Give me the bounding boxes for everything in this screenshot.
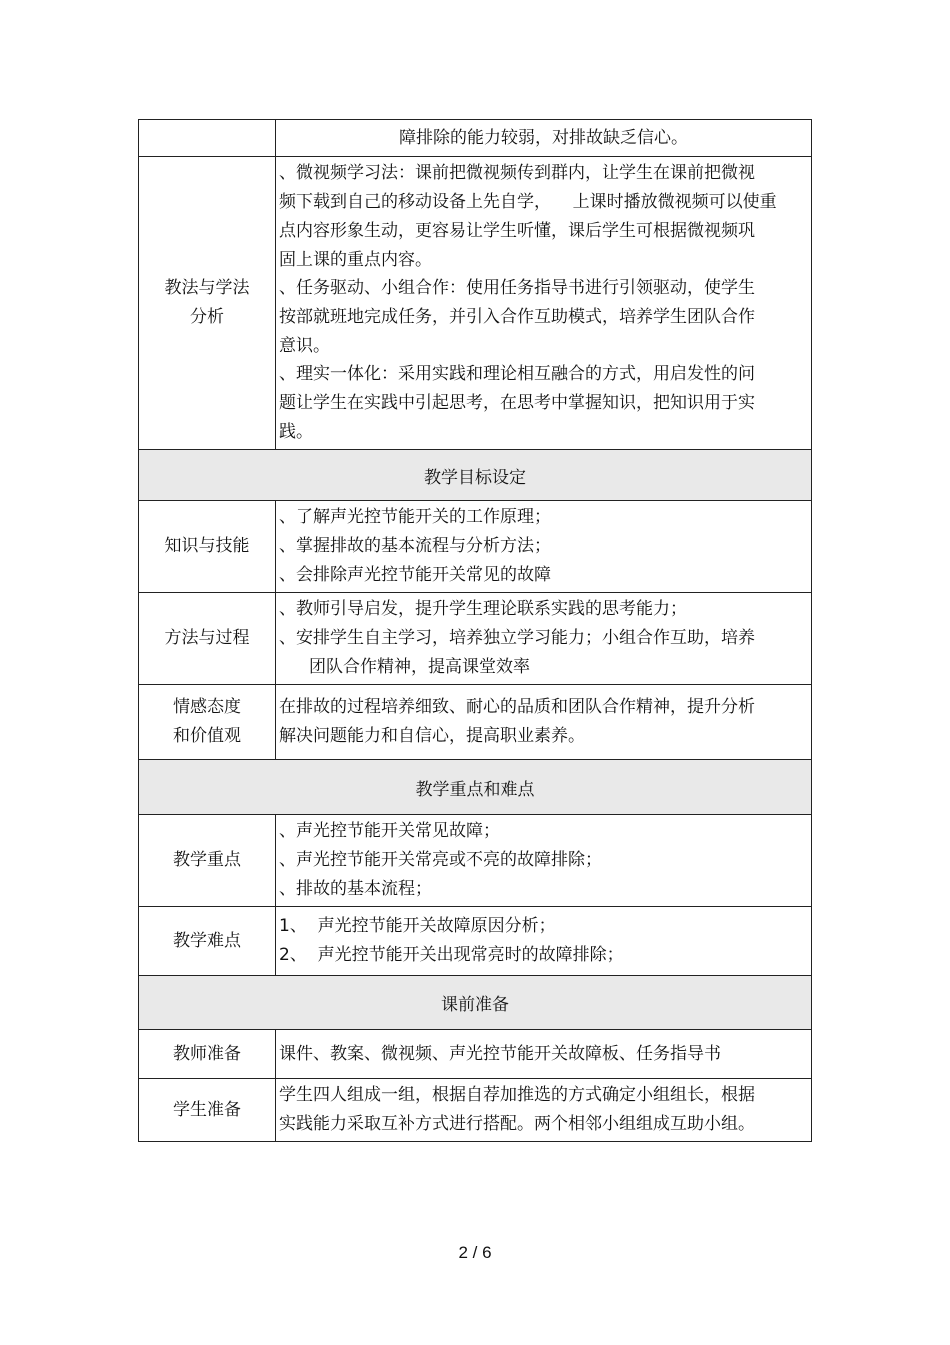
section-header: 课前准备 <box>139 976 812 1030</box>
row-label <box>139 157 276 450</box>
section-header: 教学重点和难点 <box>139 760 812 815</box>
text-line: 、安排学生自主学习，培养独立学习能力；小组合作互助，培养 <box>279 628 755 649</box>
text-line: 2、 声光控节能开关出现常亮时的故障排除； <box>279 945 624 965</box>
text-line: 实践能力采取互补方式进行搭配。两个相邻小组组成互助小组。 <box>279 1114 755 1134</box>
table-row <box>139 1030 812 1079</box>
row-content <box>276 157 812 450</box>
label-line: 和价值观 <box>173 726 241 746</box>
row-content <box>276 1079 812 1142</box>
label-line: 情感态度 <box>173 697 241 717</box>
page-number: 2 / 6 <box>458 1243 492 1262</box>
text-line: 障排除的能力较弱，对排故缺乏信心。 <box>399 127 688 148</box>
row-content <box>276 1030 812 1079</box>
text-line: 点内容形象生动，更容易让学生听懂，课后学生可根据微视频巩 <box>279 220 755 241</box>
row-label: 方法与过程 <box>139 593 276 685</box>
text-line: 在排故的过程培养细致、耐心的品质和团队合作精神，提升分析 <box>279 697 755 718</box>
table-row <box>139 593 812 685</box>
text-line: 按部就班地完成任务，并引入合作互助模式，培养学生团队合作 <box>279 307 755 327</box>
row-content <box>276 907 812 976</box>
text-line: 课件、教案、微视频、声光控节能开关故障板、任务指导书 <box>279 1043 721 1064</box>
row-content <box>276 501 812 593</box>
table-row <box>139 120 812 157</box>
row-content <box>276 685 812 760</box>
row-label <box>139 120 276 157</box>
section-header-row <box>139 450 812 501</box>
text-line: 、了解声光控节能开关的工作原理； <box>279 507 551 528</box>
section-header: 教学目标设定 <box>139 450 812 501</box>
text-line: 践。 <box>279 421 313 442</box>
text-line: 团队合作精神，提高课堂效率 <box>309 656 530 677</box>
text-line: 、微视频学习法：课前把微视频传到群内，让学生在课前把微视 <box>279 163 755 184</box>
row-content <box>276 815 812 907</box>
section-header-row <box>139 760 812 815</box>
row-label: 学生准备 <box>139 1079 276 1142</box>
text-line: 频下载到自己的移动设备上先自学， 上课时播放微视频可以使重 <box>279 192 777 213</box>
text-line: 固上课的重点内容。 <box>279 249 432 270</box>
row-label: 教师准备 <box>139 1030 276 1079</box>
text-line: 解决问题能力和自信心，提高职业素养。 <box>279 726 585 746</box>
text-line: 学生四人组成一组，根据自荐加推选的方式确定小组组长，根据 <box>279 1085 755 1106</box>
label-line: 分析 <box>190 307 224 327</box>
row-label: 教学难点 <box>139 907 276 976</box>
table-row <box>139 1079 812 1142</box>
row-label: 教学重点 <box>139 815 276 907</box>
lesson-plan-table <box>138 119 812 1142</box>
text-line: 、声光控节能开关常见故障； <box>279 821 500 842</box>
text-line: 、会排除声光控节能开关常见的故障 <box>279 564 551 585</box>
text-line: 、教师引导启发，提升学生理论联系实践的思考能力； <box>279 599 687 620</box>
section-header-row <box>139 976 812 1030</box>
table-row <box>139 907 812 976</box>
row-label: 知识与技能 <box>139 501 276 593</box>
text-line: 、理实一体化：采用实践和理论相互融合的方式，用启发性的问 <box>279 364 755 385</box>
row-content <box>276 593 812 685</box>
text-line: 意识。 <box>279 335 330 356</box>
table-row <box>139 501 812 593</box>
text-line: 1、 声光控节能开关故障原因分析； <box>279 916 556 937</box>
table-row <box>139 815 812 907</box>
text-line: 、排故的基本流程； <box>279 878 432 899</box>
label-line: 教法与学法 <box>164 278 250 298</box>
table-row <box>139 157 812 450</box>
text-line: 题让学生在实践中引起思考，在思考中掌握知识，把知识用于实 <box>279 393 755 414</box>
table-row <box>139 685 812 760</box>
row-label <box>139 685 276 760</box>
row-content <box>276 120 812 157</box>
text-line: 、掌握排故的基本流程与分析方法； <box>279 536 551 557</box>
text-line: 、声光控节能开关常亮或不亮的故障排除； <box>279 850 602 871</box>
text-line: 、任务驱动、小组合作：使用任务指导书进行引领驱动，使学生 <box>279 278 755 299</box>
